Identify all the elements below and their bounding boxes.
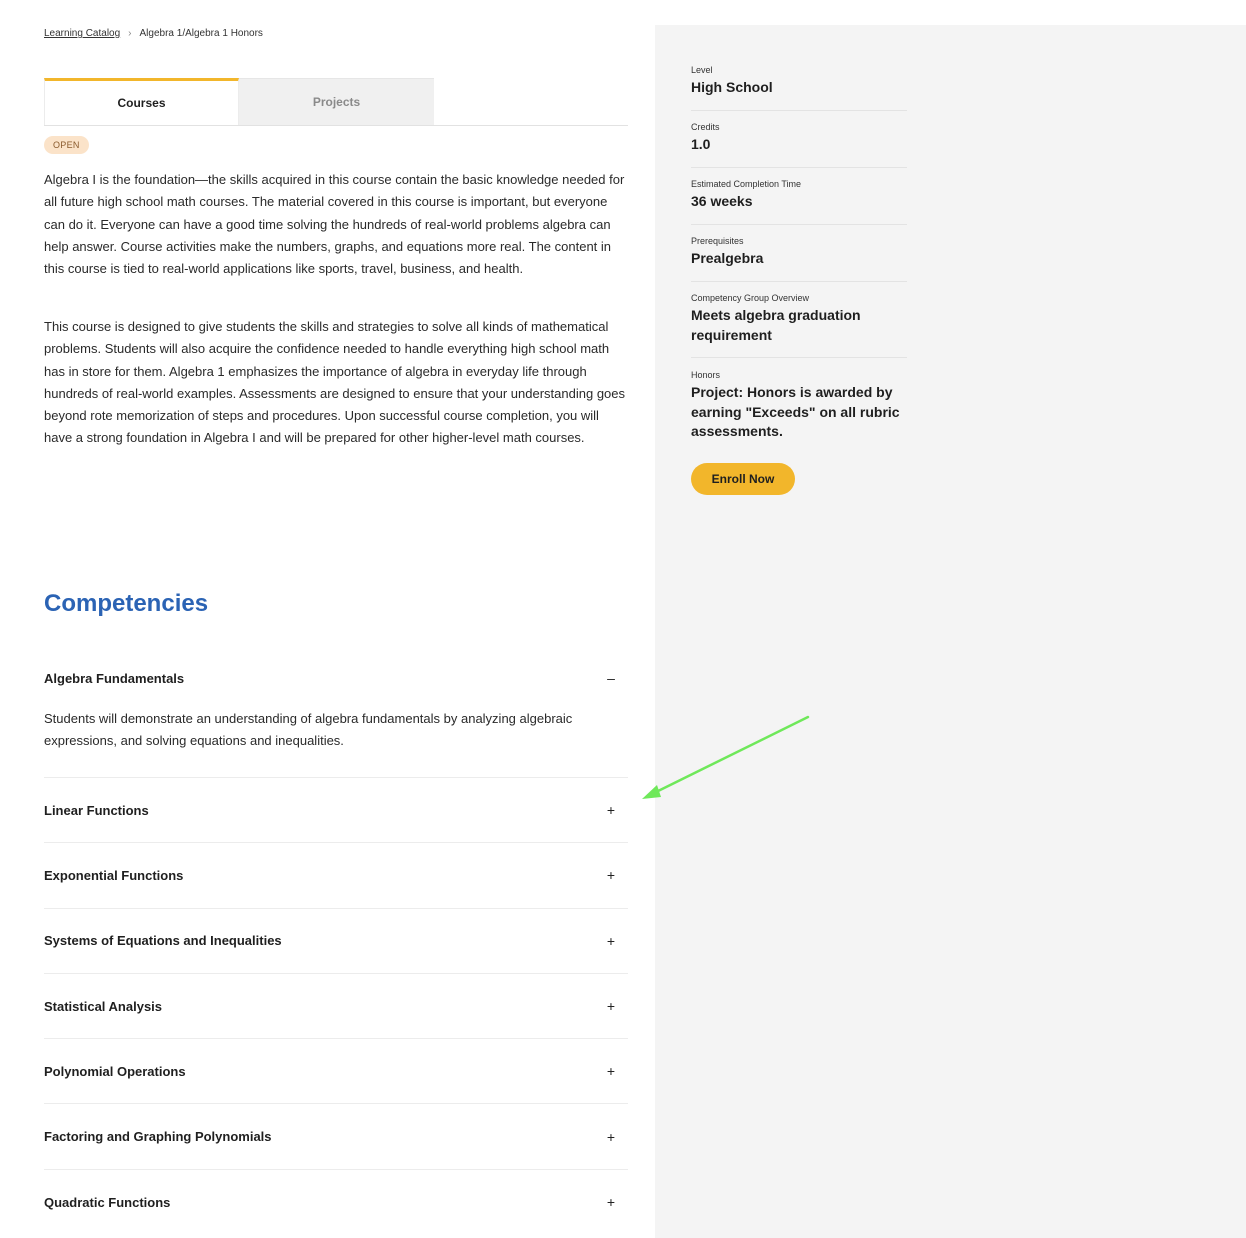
accordion-item-statistical-analysis[interactable] bbox=[44, 974, 628, 1039]
meta-credits bbox=[691, 122, 907, 168]
meta-item bbox=[691, 293, 907, 358]
tab-courses[interactable]: Courses bbox=[44, 78, 239, 125]
meta-prerequisites bbox=[691, 236, 907, 282]
meta-label: Prerequisites bbox=[691, 236, 744, 246]
competencies-heading: Competencies bbox=[44, 590, 209, 617]
meta-value: High School bbox=[691, 79, 773, 95]
meta-level bbox=[691, 65, 907, 111]
accordion-body: Students will demonstrate an understanding of algebra fundamentals by analyzing algebraic expressions, and solving equations and inequalities. bbox=[44, 711, 573, 749]
meta-completion-time bbox=[691, 179, 907, 225]
meta-honors bbox=[691, 370, 907, 454]
tab-bar bbox=[44, 78, 628, 126]
breadcrumb bbox=[44, 28, 263, 39]
meta-label: Honors bbox=[691, 370, 721, 380]
plus-icon[interactable]: + bbox=[606, 1063, 616, 1080]
plus-icon[interactable]: + bbox=[606, 867, 616, 884]
meta-item bbox=[691, 179, 907, 225]
meta-value: 36 weeks bbox=[691, 193, 753, 209]
meta-competency-overview bbox=[691, 293, 907, 358]
breadcrumb-link-learning-catalog[interactable]: Learning Catalog bbox=[44, 28, 121, 39]
meta-item bbox=[691, 122, 907, 168]
meta-label: Level bbox=[691, 65, 713, 75]
meta-value: Project: Honors is awarded by earning "Exceeds" on all rubric assessments. bbox=[691, 384, 900, 439]
meta-value: Meets algebra graduation requirement bbox=[691, 307, 861, 343]
chevron-right-icon: › bbox=[128, 28, 132, 39]
accordion-label: Systems of Equations and Inequalities bbox=[44, 933, 282, 949]
accordion-item-algebra-fundamentals bbox=[44, 646, 628, 778]
course-info-sidebar bbox=[655, 25, 1246, 1238]
meta-item bbox=[691, 236, 907, 282]
course-description-paragraph: This course is designed to give students the skills and strategies to solve all kinds of mathematical problems. Students will also acquire the confidence needed to handle everything high school math has in store for them. Algebra 1 emphasizes the importance of algebra in everyday life through hundreds of real-world examples. Assessments are designed to ensure that your understanding goes beyond rote memorization of steps and procedures. Upon successful course completion, you will have a strong foundation in Algebra I and will be prepared for other higher-level math courses. bbox=[44, 319, 626, 446]
accordion-item-polynomial-operations[interactable] bbox=[44, 1039, 628, 1104]
competencies-accordion bbox=[44, 646, 628, 1235]
accordion-label: Factoring and Graphing Polynomials bbox=[44, 1129, 272, 1145]
meta-value: 1.0 bbox=[691, 136, 711, 152]
accordion-item-exponential-functions[interactable] bbox=[44, 843, 628, 908]
meta-label: Estimated Completion Time bbox=[691, 179, 802, 189]
accordion-item-quadratic-functions[interactable] bbox=[44, 1170, 628, 1235]
enroll-now-button[interactable]: Enroll Now bbox=[691, 463, 795, 495]
plus-icon[interactable]: + bbox=[606, 1194, 616, 1211]
accordion-label: Quadratic Functions bbox=[44, 1194, 171, 1210]
meta-item bbox=[691, 370, 907, 454]
course-description-paragraph: Algebra I is the foundation—the skills acquired in this course contain the basic knowledge needed for all future high school math courses. The material covered in this course is important, but everyone can do it. Everyone can have a good time solving the hundreds of real-world problems algebra can help answer. Course activities make the numbers, graphs, and equations more real. The content in this course is tied to real-world applications like sports, travel, business, and health. bbox=[44, 172, 625, 277]
accordion-item-linear-functions[interactable] bbox=[44, 778, 628, 843]
meta-value: Prealgebra bbox=[691, 250, 764, 266]
accordion-item-factoring-polynomials[interactable] bbox=[44, 1104, 628, 1169]
accordion-header[interactable] bbox=[44, 646, 628, 710]
accordion-label: Polynomial Operations bbox=[44, 1063, 186, 1079]
meta-label: Competency Group Overview bbox=[691, 293, 810, 303]
minus-icon[interactable]: – bbox=[607, 670, 615, 686]
tab-projects[interactable]: Projects bbox=[239, 78, 434, 125]
plus-icon[interactable]: + bbox=[606, 802, 616, 819]
breadcrumb-current: Algebra 1/Algebra 1 Honors bbox=[139, 28, 263, 39]
accordion-item-systems-of-equations[interactable] bbox=[44, 909, 628, 974]
plus-icon[interactable]: + bbox=[606, 1128, 616, 1145]
plus-icon[interactable]: + bbox=[606, 932, 616, 949]
status-badge: OPEN bbox=[44, 136, 89, 154]
meta-item bbox=[691, 65, 907, 111]
accordion-label: Statistical Analysis bbox=[44, 998, 163, 1014]
accordion-label: Exponential Functions bbox=[44, 867, 184, 883]
plus-icon[interactable]: + bbox=[606, 998, 616, 1015]
accordion-label: Algebra Fundamentals bbox=[44, 670, 185, 686]
accordion-label: Linear Functions bbox=[44, 802, 149, 818]
meta-label: Credits bbox=[691, 122, 720, 132]
